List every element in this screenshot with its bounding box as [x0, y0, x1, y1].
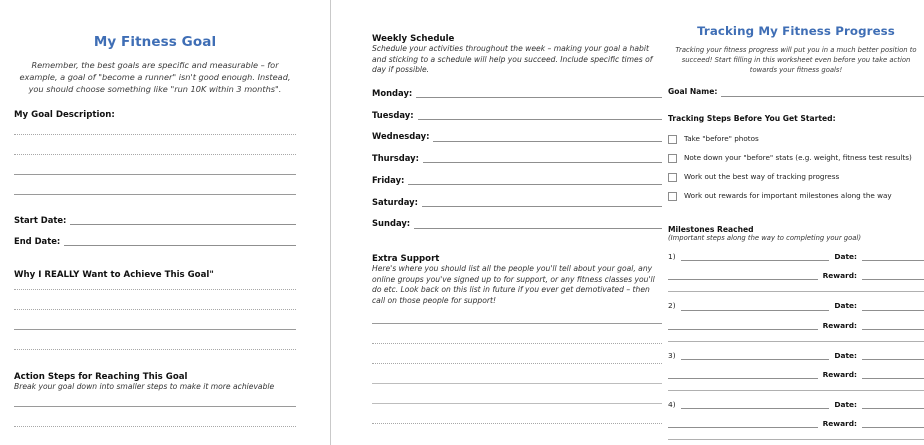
milestone-date-label: Date:: [834, 400, 857, 410]
milestone-text-input[interactable]: [681, 303, 830, 311]
day-label-sunday: Sunday:: [372, 218, 411, 229]
day-input-sunday[interactable]: [414, 220, 662, 229]
milestone-reward-label: Reward:: [822, 271, 857, 281]
milestone-date-input[interactable]: [862, 253, 924, 261]
milestone-reward-input[interactable]: [862, 272, 924, 280]
milestone-number: 4): [668, 400, 676, 410]
milestone-entry-3[interactable]: [668, 352, 924, 391]
checklist-label: Take "before" photos: [684, 133, 759, 143]
milestone-separator: [668, 341, 924, 342]
start-date-label: Start Date:: [14, 214, 67, 225]
column-tracking-progress: [668, 0, 924, 445]
milestone-reward-input[interactable]: [862, 371, 924, 379]
day-label-friday: Friday:: [372, 174, 405, 185]
checkbox-icon[interactable]: [668, 135, 677, 144]
checklist-item-photos[interactable]: [668, 135, 924, 144]
goal-name-field[interactable]: [668, 88, 924, 97]
milestone-reward-input[interactable]: [862, 420, 924, 428]
schedule-row-wednesday[interactable]: [372, 132, 662, 141]
milestone-separator: [668, 390, 924, 391]
milestone-text-input-2[interactable]: [668, 322, 818, 330]
day-input-saturday[interactable]: [422, 198, 662, 207]
milestone-number: 1): [668, 252, 676, 262]
milestone-date-input[interactable]: [862, 303, 924, 311]
milestone-date-label: Date:: [834, 301, 857, 311]
day-input-wednesday[interactable]: [433, 133, 662, 142]
schedule-row-tuesday[interactable]: [372, 111, 662, 120]
column-my-fitness-goal: [0, 0, 310, 445]
why-heading: Why I REALLY Want to Achieve This Goal": [14, 270, 214, 281]
end-date-input[interactable]: [64, 237, 296, 246]
day-label-wednesday: Wednesday:: [372, 131, 430, 142]
milestone-row-main[interactable]: [668, 302, 924, 310]
page-title-right: Tracking My Fitness Progress: [697, 24, 895, 38]
milestone-date-label: Date:: [834, 350, 857, 360]
milestone-separator: [668, 291, 924, 292]
schedule-row-thursday[interactable]: [372, 154, 662, 163]
milestone-row-main[interactable]: [668, 401, 924, 409]
day-label-tuesday: Tuesday:: [372, 109, 414, 120]
day-input-thursday[interactable]: [423, 154, 662, 163]
milestone-row-reward[interactable]: [668, 420, 924, 428]
tracking-steps-heading: Tracking Steps Before You Get Started:: [668, 113, 836, 123]
day-input-tuesday[interactable]: [418, 111, 662, 120]
action-steps-subtext: Break your goal down into smaller steps to make it more achievable: [14, 382, 275, 392]
milestone-text-input-2[interactable]: [668, 371, 818, 379]
milestone-row-reward[interactable]: [668, 272, 924, 280]
checklist-item-stats[interactable]: [668, 154, 924, 163]
checkbox-icon[interactable]: [668, 154, 677, 163]
checkbox-icon[interactable]: [668, 173, 677, 182]
milestone-entry-2[interactable]: [668, 302, 924, 341]
milestone-row-reward[interactable]: [668, 371, 924, 379]
end-date-field[interactable]: [14, 237, 296, 246]
start-date-field[interactable]: [14, 216, 296, 225]
start-date-input[interactable]: [70, 216, 296, 225]
action-steps-lines[interactable]: [14, 393, 296, 445]
milestone-entry-4[interactable]: [668, 401, 924, 440]
milestone-reward-label: Reward:: [822, 369, 857, 379]
page-title-left: My Fitness Goal: [93, 34, 217, 50]
milestone-row-reward[interactable]: [668, 322, 924, 330]
milestones-heading: Milestones Reached: [668, 224, 754, 234]
milestone-date-label: Date:: [834, 252, 857, 262]
milestone-reward-label: Reward:: [822, 419, 857, 429]
checklist-label: Note down your "before" stats (e.g. weight, fitness test results): [684, 152, 912, 162]
day-input-friday[interactable]: [408, 176, 662, 185]
checkbox-icon[interactable]: [668, 192, 677, 201]
milestone-entry-1[interactable]: [668, 253, 924, 292]
extra-support-heading: Extra Support: [372, 254, 440, 265]
day-label-saturday: Saturday:: [372, 196, 418, 207]
milestone-text-input[interactable]: [681, 253, 830, 261]
end-date-label: End Date:: [14, 235, 61, 246]
milestone-row-main[interactable]: [668, 352, 924, 360]
weekly-schedule-heading: Weekly Schedule: [372, 34, 455, 44]
column-divider: [330, 0, 331, 445]
milestone-text-input-2[interactable]: [668, 272, 818, 280]
extra-support-subtext: Here's where you should list all the people you'll tell about your goal, any online groups you've signed up to for support, or any fitness classes you'll do etc. Look back on this list in future if you ever get demotivated – then call on those people for support!: [372, 264, 655, 305]
checklist-item-rewards[interactable]: [668, 192, 924, 201]
milestone-date-input[interactable]: [862, 352, 924, 360]
weekly-schedule-subtext: Schedule your activities throughout the week – making your goal a habit and sticking to a schedule will help you succeed. Include specific times of day if possible.: [372, 44, 653, 75]
milestone-text-input[interactable]: [681, 352, 830, 360]
column-weekly-schedule: [372, 0, 662, 424]
milestone-row-main[interactable]: [668, 253, 924, 261]
day-label-thursday: Thursday:: [372, 153, 419, 164]
why-lines[interactable]: [14, 280, 296, 350]
milestone-date-input[interactable]: [862, 401, 924, 409]
goal-description-heading: My Goal Description:: [14, 109, 115, 120]
milestone-number: 3): [668, 350, 676, 360]
day-input-monday[interactable]: [416, 89, 662, 98]
extra-support-lines[interactable]: [372, 307, 662, 424]
action-steps-heading: Action Steps for Reaching This Goal: [14, 372, 188, 383]
schedule-row-saturday[interactable]: [372, 198, 662, 207]
milestone-number: 2): [668, 301, 676, 311]
day-label-monday: Monday:: [372, 87, 413, 98]
goal-description-lines[interactable]: [14, 120, 296, 195]
schedule-row-monday[interactable]: [372, 89, 662, 98]
goal-name-label: Goal Name:: [668, 87, 718, 97]
intro-text-left: Remember, the best goals are specific and measurable – for example, a goal of "become a runner" isn't good enough. Instead, you should choose something like "run 10K within 3 months".: [19, 60, 291, 94]
milestone-reward-label: Reward:: [822, 320, 857, 330]
checklist-item-tracking-method[interactable]: [668, 173, 924, 182]
checklist-label: Work out the best way of tracking progress: [684, 171, 840, 181]
schedule-row-friday[interactable]: [372, 176, 662, 185]
schedule-row-sunday[interactable]: [372, 219, 662, 228]
milestones-subtext: (Important steps along the way to completing your goal): [668, 233, 861, 242]
write-line[interactable]: [372, 423, 662, 424]
goal-name-input[interactable]: [721, 88, 924, 97]
milestone-separator: [668, 439, 924, 440]
milestone-text-input[interactable]: [681, 401, 830, 409]
intro-text-right: Tracking your fitness progress will put you in a much better position to succeed! Start filling in this worksheet even before you take action towards your fitness goals!: [675, 46, 917, 74]
milestone-reward-input[interactable]: [862, 322, 924, 330]
checklist-label: Work out rewards for important milestones along the way: [684, 190, 892, 200]
milestone-text-input-2[interactable]: [668, 420, 818, 428]
